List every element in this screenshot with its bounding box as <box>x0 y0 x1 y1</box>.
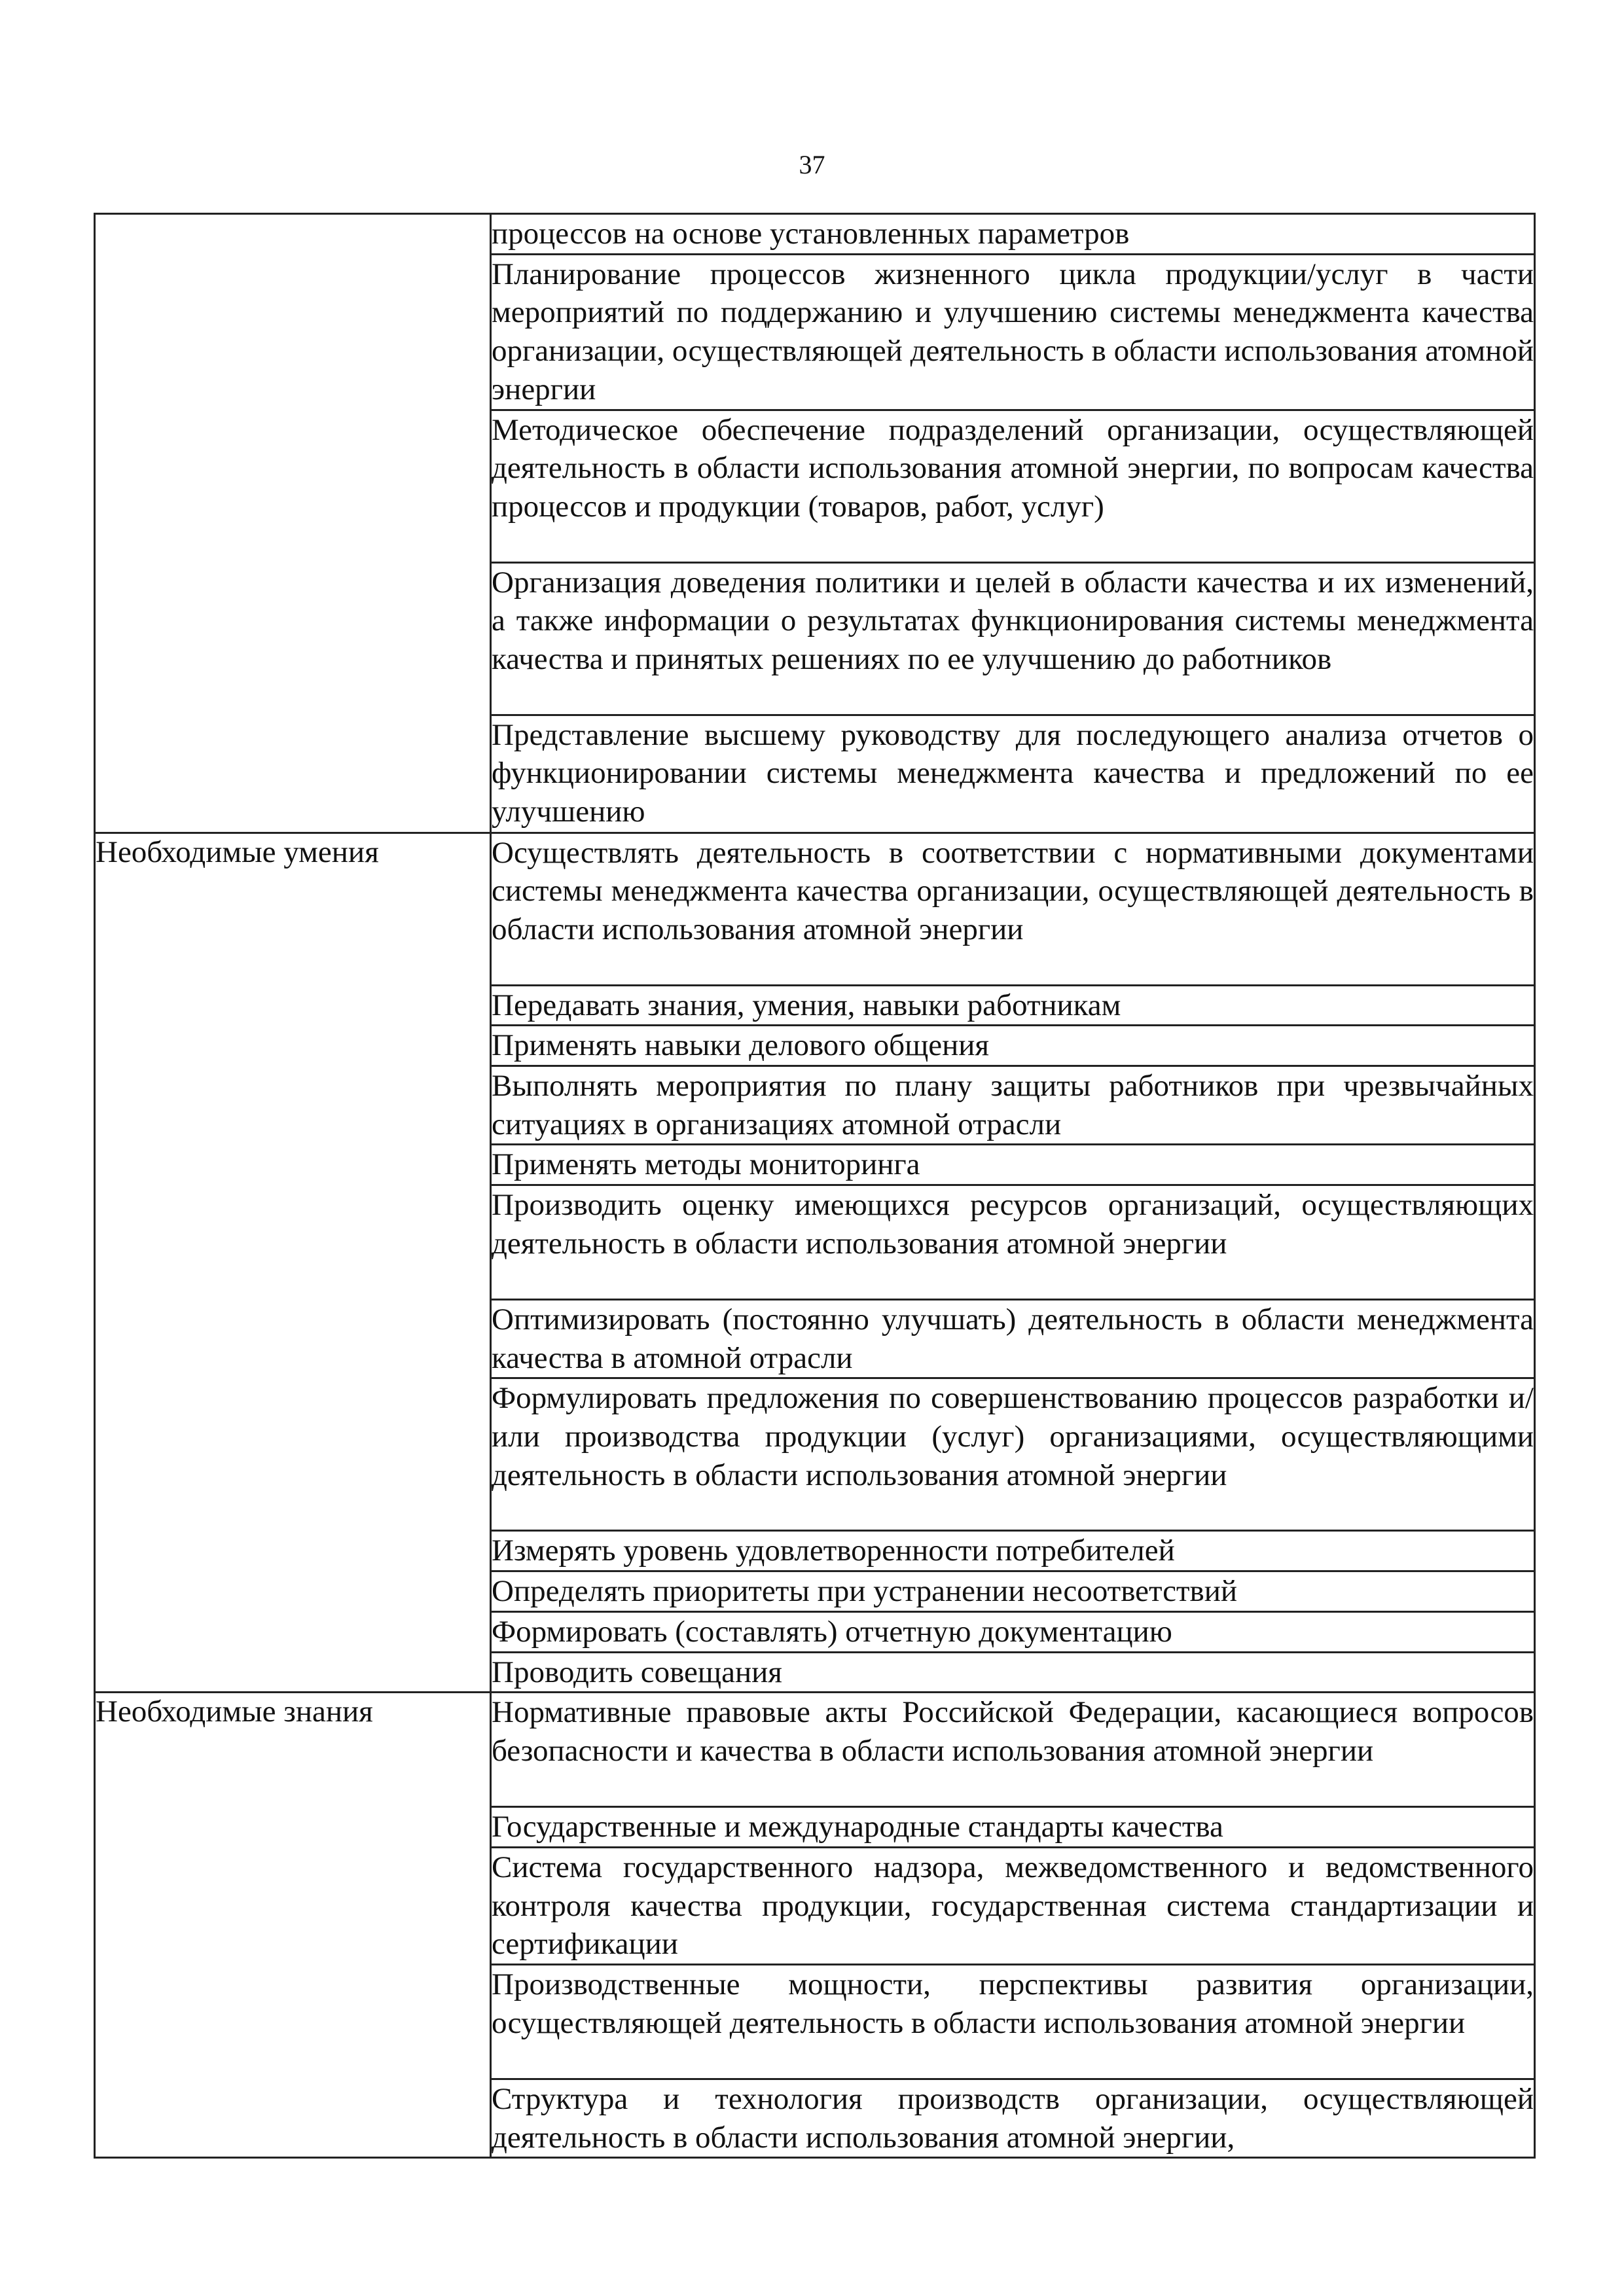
table-cell: Формулировать предложения по совершенствованию процессов разработки и/или производства продукции (услуг) организациями, осуществляющими деятельность в области использования атомной энергии <box>491 1378 1535 1531</box>
table-cell: Применять навыки делового общения <box>491 1026 1535 1066</box>
table-cell: Осуществлять деятельность в соответствии с нормативными документами системы менеджмента качества организации, осуществляющей деятельность в области использования атомной энергии <box>491 833 1535 985</box>
table-cell: Планирование процессов жизненного цикла продукции/услуг в части мероприятий по поддержанию и улучшению системы менеджмента качества организации, осуществляющей деятельность в области использования атомной энергии <box>491 254 1535 410</box>
table-cell: Передавать знания, умения, навыки работникам <box>491 985 1535 1026</box>
table-cell: Организация доведения политики и целей в области качества и их изменений, а также информации о результатах функционирования системы менеджмента качества и принятых решениях по ее улучшению до работников <box>491 562 1535 715</box>
page-number: 37 <box>799 150 825 179</box>
empty-label-cell <box>95 214 491 833</box>
table-cell: Производственные мощности, перспективы развития организации, осуществляющей деятельность в области использования атомной энергии <box>491 1965 1535 2079</box>
table-cell: процессов на основе установленных параметров <box>491 214 1535 255</box>
skills-label: Необходимые умения <box>95 833 491 1693</box>
table-cell: Проводить совещания <box>491 1652 1535 1693</box>
table-cell: Представление высшему руководству для последующего анализа отчетов о функционировании системы менеджмента качества и предложений по ее улучшению <box>491 715 1535 833</box>
qualification-table <box>94 213 1536 2159</box>
table-cell: Измерять уровень удовлетворенности потребителей <box>491 1531 1535 1571</box>
table-row <box>95 214 1535 255</box>
table-cell: Методическое обеспечение подразделений организации, осуществляющей деятельность в области использования атомной энергии, по вопросам качества процессов и продукции (товаров, работ, услуг) <box>491 410 1535 562</box>
table-cell: Формировать (составлять) отчетную документацию <box>491 1611 1535 1652</box>
table-row <box>95 833 1535 985</box>
table-cell: Выполнять мероприятия по плану защиты работников при чрезвычайных ситуациях в организациях атомной отрасли <box>491 1066 1535 1144</box>
table-cell: Структура и технология производств организации, осуществляющей деятельность в области использования атомной энергии, <box>491 2079 1535 2158</box>
table-cell: Производить оценку имеющихся ресурсов организаций, осуществляющих деятельность в области использования атомной энергии <box>491 1185 1535 1300</box>
knowledge-label: Необходимые знания <box>95 1693 491 2158</box>
table-cell: Система государственного надзора, межведомственного и ведомственного контроля качества продукции, государственная система стандартизации и сертификации <box>491 1847 1535 1964</box>
table-cell: Определять приоритеты при устранении несоответствий <box>491 1571 1535 1612</box>
table-cell: Применять методы мониторинга <box>491 1145 1535 1185</box>
table-cell: Нормативные правовые акты Российской Федерации, касающиеся вопросов безопасности и качества в области использования атомной энергии <box>491 1693 1535 1807</box>
table-cell: Государственные и международные стандарты качества <box>491 1807 1535 1848</box>
table-row <box>95 1693 1535 1807</box>
table-cell: Оптимизировать (постоянно улучшать) деятельность в области менеджмента качества в атомной отрасли <box>491 1300 1535 1378</box>
